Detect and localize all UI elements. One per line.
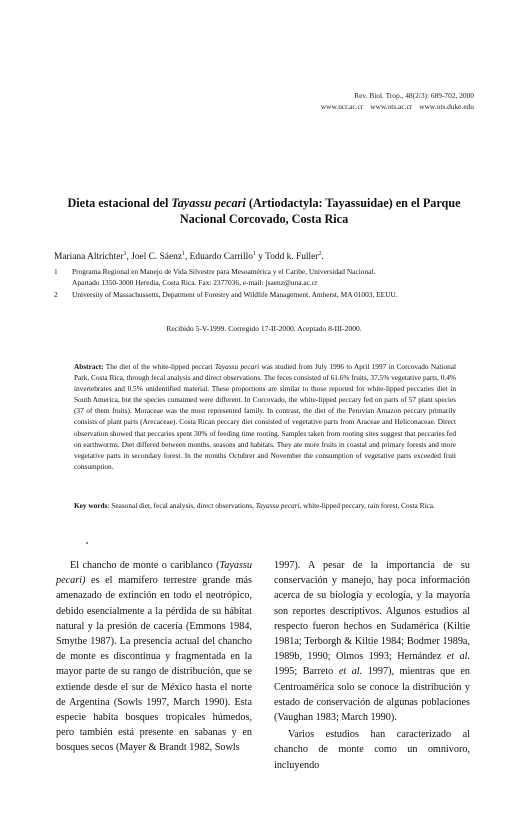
affiliation-marker: 2 [318, 250, 322, 257]
body-column-left [56, 558, 252, 756]
title-part-1: Dieta estacional del [67, 196, 172, 210]
journal-link-duke[interactable]: www.ots.duke.edu [419, 102, 474, 111]
keywords-text: : Seasonal diet, fecal analysis, direct observations, [107, 501, 256, 510]
abstract-species: Tayassu pecari [214, 362, 260, 371]
affiliation-number: 1 [54, 267, 58, 276]
journal-citation: Rev. Biol. Trop., 48(2/3): 689-702, 2000 [354, 91, 474, 100]
keywords-label: Key words [74, 501, 108, 510]
body-etal: et al. [338, 666, 363, 678]
affiliation-marker: 1 [181, 250, 185, 257]
abstract [74, 361, 456, 472]
affiliation-marker: 1 [123, 250, 127, 257]
title-species: Tayassu pecari [171, 196, 246, 210]
body-text: El chancho de monte o cariblanco ( [70, 560, 220, 571]
affiliation-number: 2 [54, 290, 58, 299]
author-altrichter: Mariana Altrichter [54, 252, 124, 262]
keywords-text: , white-lipped peccary, rain forest, Costa Rica. [299, 501, 435, 510]
journal-link-ots[interactable]: www.ots.ac.cr [370, 102, 413, 111]
body-paragraph [274, 558, 470, 725]
keywords [74, 500, 456, 511]
body-text: 1997). A pesar de la importancia de su conservación y manejo, hay poca información acerca de su biología y ecología, y la mayoría son reportes descriptivos. Algunos estudios al respecto fueron hechos en Sudamérica (Kiltie 1981a; Terborgh & Kiltie 1984; Bodmer 1989a, 1989b, 1990; Olmos 1993; Hernández [274, 560, 470, 663]
affiliation-line: Apartado 1350-3000 Heredia, Costa Rica. Fax: 2377036, e-mail: jsaenz@una.ac.cr [72, 278, 318, 287]
author-list-end: . [321, 252, 324, 262]
author-saenz: , Joel C. Sáenz [126, 252, 182, 262]
article-title [50, 196, 478, 227]
keywords-species: Tayassu pecari [255, 501, 300, 510]
body-text: es el mamífero terrestre grande más amenazado de extinción en todo el neotrópico, debido esencialmente a la pérdida de su hábitat natural y la presión de cacería (Emmons 1984, Smythe 1987). La presencia actual del chancho de monte es discontinua y fragmentada en la mayor parte de su rango de distribución, que se extiende desde el sur de México hasta el norte de Argentina (Sowls 1997, March 1990). Esta especie habita bosques tropicales húmedos, pero también está presente en sabanas y en bosques secos (Mayer & Brandt 1982, Sowls [56, 575, 252, 754]
author-fuller: y Todd k. Fuller [255, 252, 319, 262]
affiliation-text: University of Massachussetts, Depatment of Forestry and Wildlife Management. Amherst, MA 01003, EEUU. [72, 290, 398, 299]
body-paragraph: Varios estudios han caracterizado al chancho de monte como un omnívoro, incluyendo [274, 729, 470, 771]
received-dates: Recibido 5-V-1999. Corregido 17-II-2000. Aceptado 8-III-2000. [166, 324, 362, 333]
title-part-2: (Artiodactyla: Tayassuidae) en el Parque [245, 196, 461, 210]
body-text: 1995; Barreto [274, 666, 339, 678]
body-text: 1997), mientras que en Centroamérica solo se conoce la distribución y estado de conservación de algunas poblaciones (Vaughan 1983; March 1990). [274, 666, 470, 724]
abstract-text: was studied from July 1996 to April 1997 in Corcovado National Park, Costa Rica, through fecal analysis and direct observations. The feces consisted of 61.6% fruits, 37.5% vegetative parts, 0.4% invertebrates and 0.5% unidentified material. These proportions are similar to those reported for white-lipped peccaries diet in South America, but the species consumed were different. In Corcovado, the white-lipped peccary fed on parts of 57 plant species (37 of them fruits). Moraceae was the most represented family. In contrast, the diet of the Peruvian Amazon peccary primarily consists of plant parts (Arecaceae). Costa Rican peccary diet consisted of vegetative parts from Araceae and Heliconaceae. Direct observation showed that peccaries spent 30% of feeding time rooting. Samples taken from rooting sites suggest that peccaries fed on earthworms. Diet differed between months, seasons and habitats. They ate more fruits in coastal and primary forests and more vegetative parts in secondary forest. In the months Octubrer and November the consumption of vegetative parts exceeded fruit consumption. [74, 362, 457, 471]
abstract-text: The diet of the white-lipped peccari [103, 362, 215, 371]
abstract-label: Abstract: [74, 362, 104, 371]
body-species: Tayassu pecari) [56, 560, 252, 587]
author-list [54, 252, 324, 262]
affiliation-line: Programa Regional en Manejo de Vida Silvestre para Mesoamérica y el Caribe, Universidad Nacional. [72, 267, 376, 276]
affiliation-marker: 1 [252, 250, 256, 257]
journal-links [314, 101, 474, 112]
author-carrillo: , Eduardo Carrillo [184, 252, 253, 262]
title-line-2: Nacional Corcovado, Costa Rica [179, 211, 349, 226]
body-paragraph [56, 558, 252, 756]
scan-speck [86, 542, 88, 544]
affiliation-text [72, 266, 482, 288]
body-column-right [274, 558, 470, 773]
body-etal: et al. [446, 651, 470, 663]
journal-header [314, 90, 474, 112]
journal-link-ucr[interactable]: www.ucr.ac.cr [320, 102, 364, 111]
